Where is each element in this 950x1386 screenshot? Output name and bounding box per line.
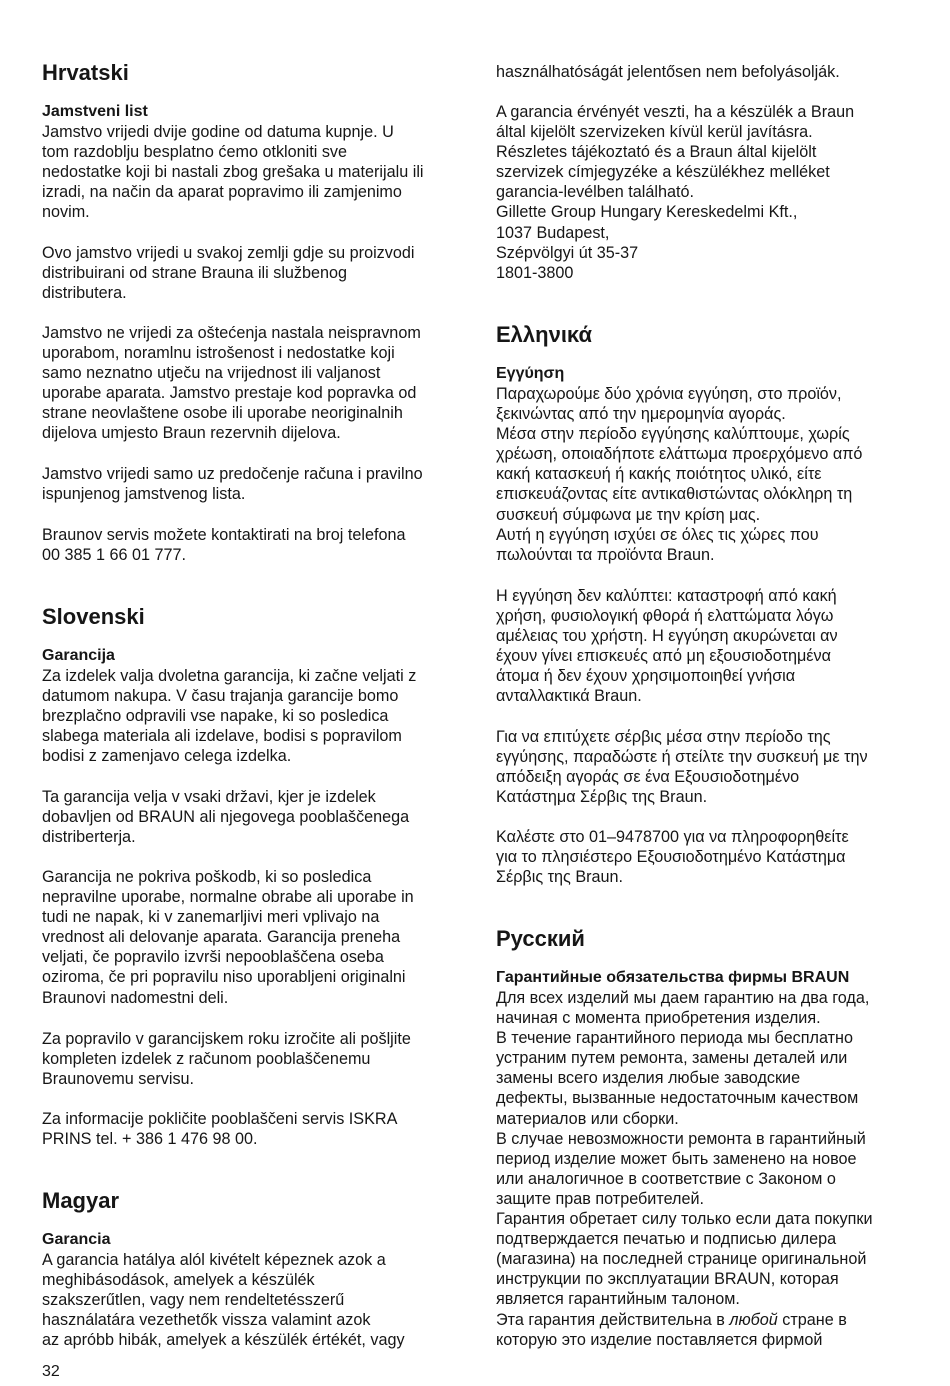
page-number: 32 [42, 1363, 60, 1380]
slovenski-paragraph-2: Ta garancija velja v vsaki državi, kjer je izdelek dobavljen od BRAUN ali njegovega pooblaščenega distriberterja. [42, 788, 410, 847]
ellinika-paragraph-3: Για να επιτύχετε σέρβις μέσα στην περίοδο της εγγύησης, παραδώστε ή στείλτε την συσκευή με την απόδειξη αγοράς σε ένα Εξουσιοδοτημένο Κατάστημα Σέρβις της Braun. [496, 728, 868, 807]
slovenski-paragraph-4: Za popravilo v garancijskem roku izročite ali pošljite kompleten izdelek z računom pooblaščenemu Braunovemu servisu. [42, 1030, 411, 1089]
hrvatski-paragraph-3: Jamstvo ne vrijedi za oštećenja nastala neispravnom uporabom, noramlnu istrošenost i nedostatke koji samo neznatno utječu na vrijednost ili valjanost uporabe aparata. Jamstvo prestaje kod popravka od strane neovlaštene osobe ili uporabe neoriginalnih dijelova umjesto Braun rezervnih dijelova. [42, 324, 421, 443]
russkiy-paragraph-2-emphasis: любой [729, 1311, 778, 1329]
section-heading-slovenski: Slovenski [42, 604, 145, 629]
section-subheading-eggyisi: Εγγύηση [496, 365, 565, 382]
ellinika-paragraph-1: Παραχωρούμε δύο χρόνια εγγύηση, στο προϊόν, ξεκινώντας από την ημερομηνία αγοράς. Μέσα στην περίοδο εγγύησης καλύπτουμε, χωρίς χρέωση, οποιαδήποτε ελάττωμα προερχόμενο από κακή κατασκευή ή κακής ποιότητος υλικό, είτε επισκευάζοντας είτε αντικαθιστώντας ολόκληρη τη συσκευή σύμφωνα με την κρίση μας. Αυτή η εγγύηση ισχύει σε όλες τις χώρες που πωλούνται τα προϊόντα Braun. [496, 385, 863, 564]
hrvatski-paragraph-5: Braunov servis možete kontaktirati na broj telefona 00 385 1 66 01 777. [42, 526, 406, 565]
slovenski-paragraph-5: Za informacije pokličite pooblaščeni servis ISKRA PRINS tel. + 386 1 476 98 00. [42, 1110, 398, 1149]
ellinika-paragraph-2: Η εγγύηση δεν καλύπτει: καταστροφή από κακή χρήση, φυσιολογική φθορά ή ελαττώματα λόγω αμέλειας του χρήστη. Η εγγύηση ακυρώνεται αν έχουν γίνει επισκευές από μη εξουσιοδοτημένα άτομα ή δεν έχουν χρησιμοποιηθεί γνήσια ανταλλακτικά Braun. [496, 587, 838, 706]
russkiy-paragraph-2-end: стране в которую это изделие поставляется фирмой [496, 1311, 847, 1350]
hrvatski-paragraph-4: Jamstvo vrijedi samo uz predočenje računa i pravilno ispunjenog jamstvenog lista. [42, 465, 423, 504]
magyar-paragraph-1: A garancia hatálya alól kivételt képeznek azok a meghibásodások, amelyek a készülék szakszerűtlen, vagy nem rendeltetésszerű használatára vezethetők vissza valamint azok az apróbb hibák, amelyek a készülék értékét, vagy [42, 1251, 405, 1350]
russkiy-paragraph-2-start: Эта гарантия действительна в [496, 1311, 730, 1329]
slovenski-paragraph-3: Garancija ne pokriva poškodb, ki so posledica nepravilne uporabe, normalne obrabe ali uporabe in tudi ne napak, ki v zanemarljivi meri vplivajo na vrednost ali delovanje aparata. Garancija preneha veljati, če popravilo izvrši nepooblaščena oseba oziroma, če pri popravilu niso uporabljeni originalni Braunovi nadomestni deli. [42, 868, 414, 1007]
magyar-paragraph-1-continued: használhatóságát jelentősen nem befolyásolják. [496, 63, 840, 81]
section-heading-ellinika: Ελληνικά [496, 322, 592, 347]
section-subheading-garantiya: Гарантийные обязательства фирмы BRAUN [496, 969, 850, 986]
section-subheading-jamstveni-list: Jamstveni list [42, 103, 148, 120]
section-heading-hrvatski: Hrvatski [42, 60, 129, 85]
hrvatski-paragraph-2: Ovo jamstvo vrijedi u svakoj zemlji gdje su proizvodi distribuirani od strane Brauna ili službenog distributera. [42, 244, 415, 303]
magyar-paragraph-2: A garancia érvényét veszti, ha a készülék a Braun által kijelölt szervizeken kívül kerül javításra. Részletes tájékoztató és a Braun által kijelölt szervizek címjegyzéke a készülékhez melléket garancia-levélben található. Gillette Group Hungary Kereskedelmi Kft., 1037 Budapest, Szépvölgyi út 35-37 1801-3800 [496, 103, 855, 282]
hrvatski-paragraph-1: Jamstvo vrijedi dvije godine od datuma kupnje. U tom razdoblju besplatno ćemo otkloniti sve nedostatke koji bi nastali zbog grešaka u materijalu ili izradi, na način da aparat popravimo ili zamjenimo novim. [42, 123, 424, 222]
section-subheading-garancija-sl: Garancija [42, 647, 115, 664]
ellinika-paragraph-4: Καλέστε στο 01–9478700 για να πληροφορηθείτε για το πλησιέστερο Εξουσιοδοτημένο Κατάστημα Σέρβις της Braun. [496, 828, 849, 887]
slovenski-paragraph-1: Za izdelek valja dvoletna garancija, ki začne veljati z datumom nakupa. V času trajanja garancije bomo brezplačno odpravili vse napake, ki so posledica slabega materiala ali izdelave, bodisi s popravilom bodisi z zamenjavo celega izdelka. [42, 667, 417, 766]
section-heading-magyar: Magyar [42, 1188, 120, 1213]
section-subheading-garancia-hu: Garancia [42, 1231, 111, 1248]
section-heading-russkiy: Русский [496, 926, 585, 951]
russkiy-paragraph-2 [496, 1310, 926, 1350]
russkiy-paragraph-1: Для всех изделий мы даем гарантию на два года, начиная с момента приобретения изделия. В течение гарантийного периода мы бесплатно устраним путем ремонта, замены деталей или замены всего изделия любые заводские дефекты, вызванные недостаточным качеством материалов или сборки. В случае невозможности ремонта в гарантийный период изделие может быть заменено на новое или аналогичное в соответствие с Законом о защите прав потребителей. Гарантия обретает силу только если дата покупки подтверждается печатью и подписью дилера (магазина) на последней странице оригинальной инструкции по эксплуатации BRAUN, которая является гарантийным талоном. [496, 989, 873, 1309]
